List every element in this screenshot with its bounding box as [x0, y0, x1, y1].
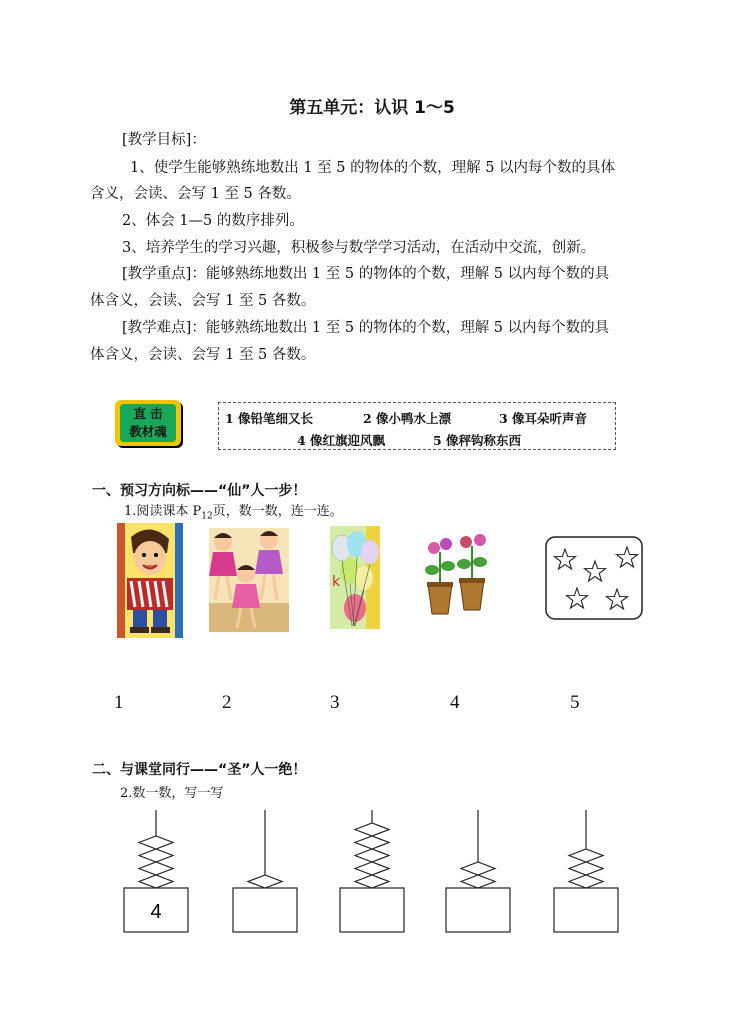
- number-1: 1: [114, 692, 124, 713]
- number-2: 2: [222, 692, 232, 713]
- abacus-4: [446, 810, 510, 932]
- tip-2: 2 像小鸭水上漂: [363, 411, 452, 426]
- number-5: 5: [570, 692, 580, 713]
- objective-1-line1: 1、使学生能够熟练地数出 1 至 5 的物体的个数，理解 5 以内每个数的具体: [130, 160, 616, 176]
- abacus-bead: [461, 862, 495, 875]
- dancing-girls-picture: [209, 528, 289, 632]
- answer-box[interactable]: [554, 888, 618, 932]
- abacus-bead: [355, 849, 389, 862]
- tip-5: 5 像秤钩称东西: [433, 433, 522, 448]
- answer-box[interactable]: [340, 888, 404, 932]
- abacus-1: [124, 810, 188, 932]
- objective-3: 3、培养学生的学习兴趣，积极参与数学学习活动，在活动中交流，创新。: [122, 240, 596, 256]
- abacus-bead: [139, 862, 173, 875]
- tip-1: 1 像铅笔细又长: [225, 411, 314, 426]
- difficulty-line1: [教学难点]：能够熟练地数出 1 至 5 的物体的个数，理解 5 以内每个数的具: [122, 320, 610, 336]
- abacus-bead: [569, 875, 603, 888]
- abacus-bead: [355, 823, 389, 836]
- page-title: 第五单元：认识 1～5: [289, 98, 455, 118]
- abacus-2: [233, 810, 297, 932]
- abacus-bead: [569, 849, 603, 862]
- key-point-line1: [教学重点]：能够熟练地数出 1 至 5 的物体的个数，理解 5 以内每个数的具: [122, 266, 610, 282]
- svg-text:k: k: [332, 574, 341, 590]
- number-4: 4: [450, 692, 460, 713]
- section-2-instruction: 2.数一数，写一写: [120, 786, 224, 801]
- abacus-bead: [355, 836, 389, 849]
- abacus-bead: [139, 849, 173, 862]
- difficulty-line2: 体含义，会读、会写 1 至 5 各数。: [90, 347, 316, 363]
- key-point-line2: 体含义，会读、会写 1 至 5 各数。: [90, 293, 316, 309]
- number-shape-tips: [218, 402, 616, 450]
- tip-3: 3 像耳朵听声音: [499, 411, 588, 426]
- abacus-3: [340, 810, 404, 932]
- answer-box[interactable]: [446, 888, 510, 932]
- abacus-bead: [248, 875, 282, 888]
- boy-accordion-picture: [117, 523, 183, 638]
- textbook-badge: [115, 400, 181, 446]
- abacus-bead: [139, 836, 173, 849]
- abacus-bead: [355, 875, 389, 888]
- section-1-heading: 一、预习方向标——“仙”人一步！: [92, 483, 307, 499]
- number-3: 3: [330, 692, 340, 713]
- objective-1-line2: 含义，会读、会写 1 至 5 各数。: [90, 186, 301, 202]
- badge-line2: 教材魂: [129, 424, 167, 439]
- stars-picture: [545, 536, 643, 620]
- section-1-instruction: 1.阅读课本 $P_{12}$页，数一数，连一连。: [124, 504, 343, 522]
- abacus-bead: [139, 875, 173, 888]
- flower-pots-picture: [422, 532, 494, 616]
- answer-text: 4: [150, 901, 162, 923]
- section-2-heading: 二、与课堂同行——“圣”人一绝！: [92, 762, 307, 778]
- objective-2: 2、体会 1—5 的数序排列。: [122, 213, 304, 229]
- tip-4: 4 像红旗迎风飘: [297, 433, 386, 448]
- abacus-5: [554, 810, 618, 932]
- abacus-bead: [355, 862, 389, 875]
- answer-box[interactable]: [233, 888, 297, 932]
- badge-line1: 直 击: [133, 406, 163, 421]
- objectives-heading: [教学目标]：: [122, 132, 206, 148]
- abacus-bead: [461, 875, 495, 888]
- abacus-exercise: [0, 800, 744, 940]
- balloons-picture: [330, 526, 380, 629]
- abacus-bead: [569, 862, 603, 875]
